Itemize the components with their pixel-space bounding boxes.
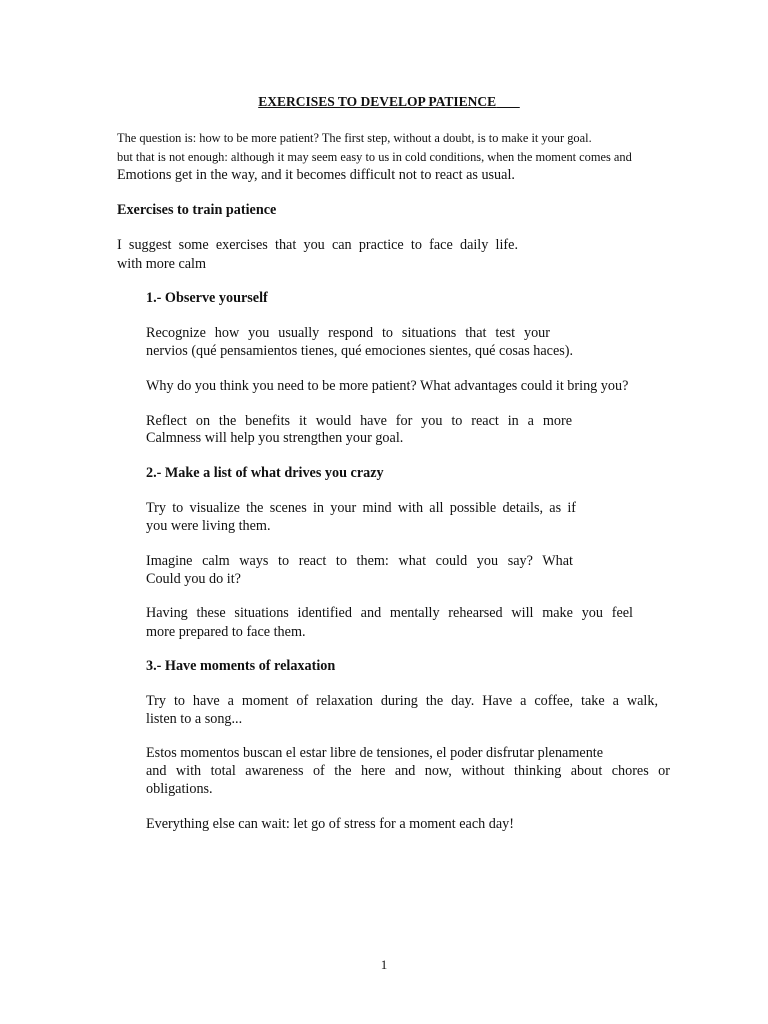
exercise-3-paragraph-3: Everything else can wait: let go of stress for a moment each day! (146, 816, 514, 832)
exercise-2-p2-line-1: Imagine calm ways to react to them: what could you say? What (146, 553, 573, 569)
exercise-1-p1-line-1: Recognize how you usually respond to situations that test your (146, 325, 550, 341)
exercise-1-paragraph-2: Why do you think you need to be more patient? What advantages could it bring you? (146, 378, 629, 394)
exercise-1-heading: 1.- Observe yourself (146, 290, 268, 306)
suggest-line-1: I suggest some exercises that you can practice to face daily life. (117, 237, 518, 253)
section-heading: Exercises to train patience (117, 202, 277, 218)
exercise-1-p1-line-2: nervios (qué pensamientos tienes, qué emociones sientes, qué cosas haces). (146, 343, 574, 359)
exercise-3-p1-line-1: Try to have a moment of relaxation during the day. Have a coffee, take a walk, (146, 693, 658, 709)
exercise-1-p3-line-2: Calmness will help you strengthen your goal. (146, 430, 404, 446)
intro-line-3: Emotions get in the way, and it becomes difficult not to react as usual. (117, 167, 515, 183)
exercise-2-paragraph-1 (146, 501, 576, 515)
page-number: 1 (380, 957, 388, 972)
exercise-2-paragraph-2 (146, 554, 573, 568)
suggest-paragraph (117, 238, 518, 252)
suggest-line-2: with more calm (117, 256, 207, 272)
document-title: EXERCISES TO DEVELOP PATIENCE (258, 94, 497, 109)
exercise-3-p2-line-1: Estos momentos buscan el estar libre de tensiones, el poder disfrutar plenamente (146, 745, 604, 761)
exercise-3-p1-line-2: listen to a song... (146, 711, 243, 727)
exercise-3-p2-line-3: obligations. (146, 781, 213, 797)
exercise-1-paragraph-1 (146, 326, 550, 340)
exercise-1-paragraph-3 (146, 414, 572, 428)
exercise-3-paragraph-1 (146, 694, 658, 708)
intro-line-1: The question is: how to be more patient? The first step, without a doubt, is to make it your goal. (117, 131, 592, 145)
intro-line-2: but that is not enough: although it may seem easy to us in cold conditions, when the moment comes and (117, 150, 632, 164)
exercise-1-p3-line-1: Reflect on the benefits it would have for you to react in a more (146, 413, 572, 429)
exercise-2-p1-line-2: you were living them. (146, 518, 271, 534)
exercise-2-p2-line-2: Could you do it? (146, 571, 241, 587)
exercise-3-paragraph-2 (146, 764, 670, 778)
exercise-2-paragraph-3 (146, 606, 633, 620)
exercise-2-p3-line-2: more prepared to face them. (146, 624, 306, 640)
exercise-2-p3-line-1: Having these situations identified and mentally rehearsed will make you feel (146, 605, 633, 621)
exercise-2-p1-line-1: Try to visualize the scenes in your mind with all possible details, as if (146, 500, 576, 516)
exercise-3-p2-line-2: and with total awareness of the here and now, without thinking about chores or (146, 763, 670, 779)
exercise-2-heading: 2.- Make a list of what drives you crazy (146, 465, 384, 481)
exercise-3-heading: 3.- Have moments of relaxation (146, 658, 336, 674)
